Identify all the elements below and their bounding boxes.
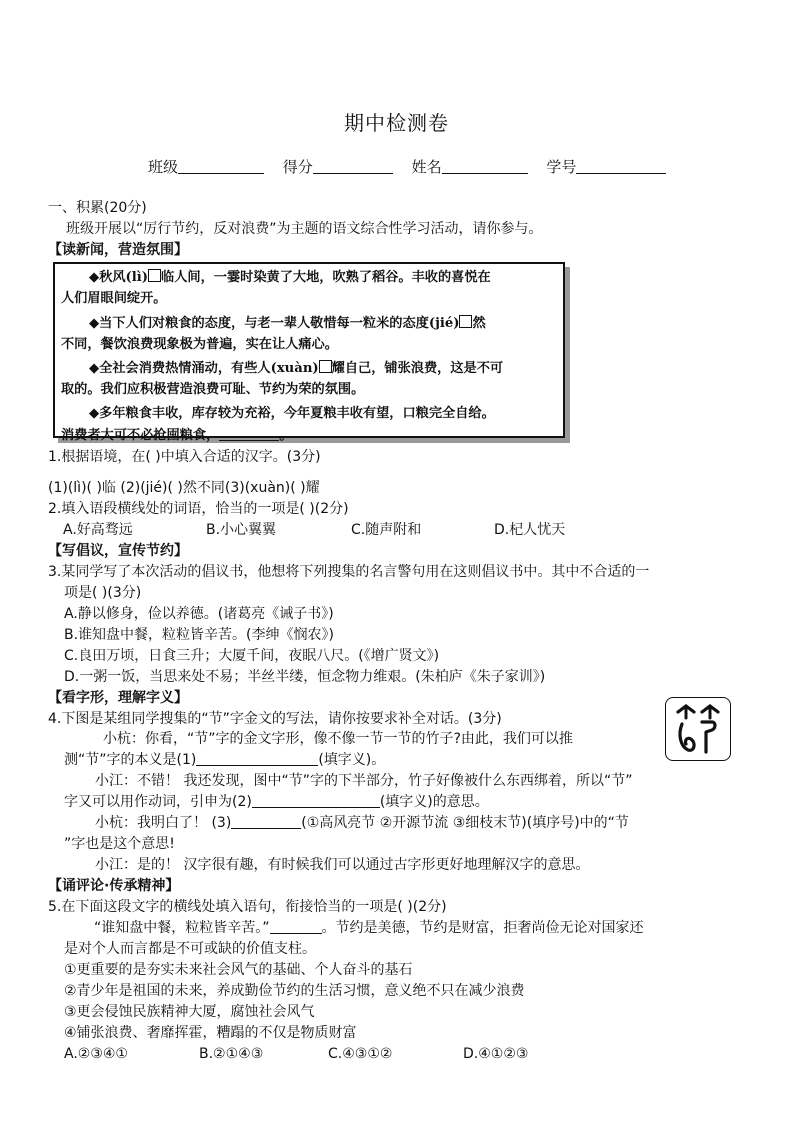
q3-option-a: A.静以修身，俭以养德。(诸葛亮《诫子书》) bbox=[64, 606, 334, 622]
q4-dialogue-3a: 小杭：我明白了！ (3) (①高风亮节 ②开源节流 ③细枝末节)(填序号)中的“节 bbox=[95, 815, 629, 831]
answer-blank-3[interactable] bbox=[231, 814, 301, 829]
q5-option-b: B.②①④③ bbox=[199, 1046, 264, 1062]
question-4: 4.下图是某组同学搜集的“节”字金文的写法，请你按要求补全对话。(3分) bbox=[48, 711, 502, 727]
news-line-3: ◆当下人们对粮食的态度，与老一辈人敬惜每一粒米的态度(jié) 然 bbox=[89, 316, 486, 331]
student-no-blank[interactable] bbox=[576, 159, 666, 174]
news-line-8: 消费者大可不必抢囤粮食， 。 bbox=[61, 428, 293, 443]
q3-option-c: C.良田万顷，日食三升；大厦千间，夜眠八尺。(《增广贤文》) bbox=[64, 648, 440, 664]
q2-option-d: D.杞人忧天 bbox=[494, 522, 566, 538]
question-2: 2.填入语段横线处的词语，恰当的一项是( )(2分) bbox=[48, 501, 349, 517]
q5-passage-line-1: “谁知盘中餐，粒粒皆辛苦。” 。节约是美德，节约是财富，拒奢尚俭无论对国家还 bbox=[94, 920, 644, 936]
q2-option-b: B.小心翼翼 bbox=[206, 522, 277, 538]
q3-option-d: D.一粥一饭，当思来处不易；半丝半缕，恒念物力维艰。(朱柏庐《朱子家训》) bbox=[64, 669, 546, 685]
q5-passage-line-2: 是对个人而言都是不可或缺的价值支柱。 bbox=[64, 941, 316, 957]
news-line-5: ◆全社会消费热情涌动，有些人(xuàn) 耀自己，铺张浪费，这是不可 bbox=[89, 361, 504, 376]
student-info-row bbox=[148, 157, 680, 177]
news-line-6: 取的。我们应积极营造浪费可耻、节约为荣的氛围。 bbox=[61, 382, 365, 397]
news-line-2: 人们眉眼间绽开。 bbox=[61, 291, 167, 306]
score-blank[interactable] bbox=[313, 159, 393, 174]
news-line-1: ◆秋风(lì) 临人间，一霎时染黄了大地，吹熟了稻谷。丰收的喜悦在 bbox=[89, 270, 491, 285]
q5-option-c: C.④③①② bbox=[328, 1046, 393, 1062]
blank-box[interactable] bbox=[459, 315, 472, 328]
class-blank[interactable] bbox=[178, 159, 264, 174]
blank-box[interactable] bbox=[148, 269, 161, 282]
question-3-line-2: 项是( )(3分) bbox=[64, 585, 142, 601]
news-line-4: 不同，餐饮浪费现象极为普遍，实在让人痛心。 bbox=[61, 337, 338, 352]
answer-blank-2[interactable] bbox=[252, 793, 380, 808]
question-3-line-1: 3.某同学写了本次活动的倡议书，他想将下列搜集的名言警句用在这则倡议书中。其中不合适的一 bbox=[48, 564, 650, 580]
q2-option-a: A.好高骛远 bbox=[63, 522, 133, 538]
blank-box[interactable] bbox=[319, 360, 332, 373]
q4-dialogue-2b: 字又可以用作动词，引申为(2) (填字义)的意思。 bbox=[64, 794, 489, 810]
q5-item-4: ④铺张浪费、奢靡挥霍，糟蹋的不仅是物质财富 bbox=[64, 1025, 357, 1041]
name-label: 姓名 bbox=[411, 158, 442, 176]
news-line-7: ◆多年粮食丰收，库存较为充裕，今年夏粮丰收有望，口粮完全自给。 bbox=[89, 406, 495, 421]
bronze-glyph-icon bbox=[666, 698, 730, 760]
subheading-news: 【读新闻，营造氛围】 bbox=[48, 242, 188, 258]
section-heading: 一、积累(20分) bbox=[48, 200, 147, 216]
question-1: 1.根据语境，在( )中填入合适的汉字。(3分) bbox=[48, 449, 321, 465]
subheading-proposal: 【写倡议，宣传节约】 bbox=[48, 543, 188, 559]
q4-dialogue-4: 小江：是的！ 汉字很有趣，有时候我们可以通过古字形更好地理解汉字的意思。 bbox=[95, 857, 590, 873]
q4-dialogue-2a: 小江：不错！ 我还发现，图中“节”字的下半部分，竹子好像被什么东西绑着，所以“节” bbox=[95, 773, 633, 789]
bronze-script-jie-image bbox=[665, 697, 731, 761]
news-box bbox=[53, 262, 565, 443]
section-intro: 班级开展以“厉行节约，反对浪费”为主题的语文综合性学习活动，请你参与。 bbox=[66, 221, 543, 237]
class-label: 班级 bbox=[148, 158, 179, 176]
q4-dialogue-1b: 测“节”字的本义是(1) (填字义)。 bbox=[64, 752, 386, 768]
answer-blank-q5[interactable] bbox=[270, 919, 322, 934]
question-5: 5.在下面这段文字的横线处填入语句，衔接恰当的一项是( )(2分) bbox=[48, 899, 447, 915]
score-label: 得分 bbox=[282, 158, 313, 176]
student-no-label: 学号 bbox=[546, 158, 577, 176]
q4-dialogue-1a: 小杭：你看，“节”字的金文字形，像不像一节一节的竹子?由此，我们可以推 bbox=[103, 731, 573, 747]
subheading-comment: 【诵评论·传承精神】 bbox=[48, 878, 180, 894]
q5-option-d: D.④①②③ bbox=[463, 1046, 529, 1062]
q2-option-c: C.随声附和 bbox=[351, 522, 422, 538]
question-1-answers: (1)(lì)( )临 (2)(jié)( )然不同(3)(xuàn)( )耀 bbox=[48, 480, 320, 496]
subheading-glyph: 【看字形，理解字义】 bbox=[48, 690, 188, 706]
name-blank[interactable] bbox=[442, 159, 528, 174]
q3-option-b: B.谁知盘中餐，粒粒皆辛苦。(李绅《悯农》) bbox=[64, 627, 334, 643]
answer-blank[interactable] bbox=[219, 426, 279, 441]
answer-blank-1[interactable] bbox=[196, 751, 318, 766]
q5-option-a: A.②③④① bbox=[64, 1046, 128, 1062]
q5-item-3: ③更会侵蚀民族精神大厦，腐蚀社会风气 bbox=[64, 1004, 315, 1020]
q4-dialogue-3b: ”字也是这个意思! bbox=[64, 836, 175, 852]
q5-item-1: ①更重要的是夯实未来社会风气的基础、个人奋斗的基石 bbox=[64, 962, 413, 978]
page-title: 期中检测卷 bbox=[344, 111, 449, 135]
q5-item-2: ②青少年是祖国的未来，养成勤俭节约的生活习惯，意义绝不只在减少浪费 bbox=[64, 983, 525, 999]
